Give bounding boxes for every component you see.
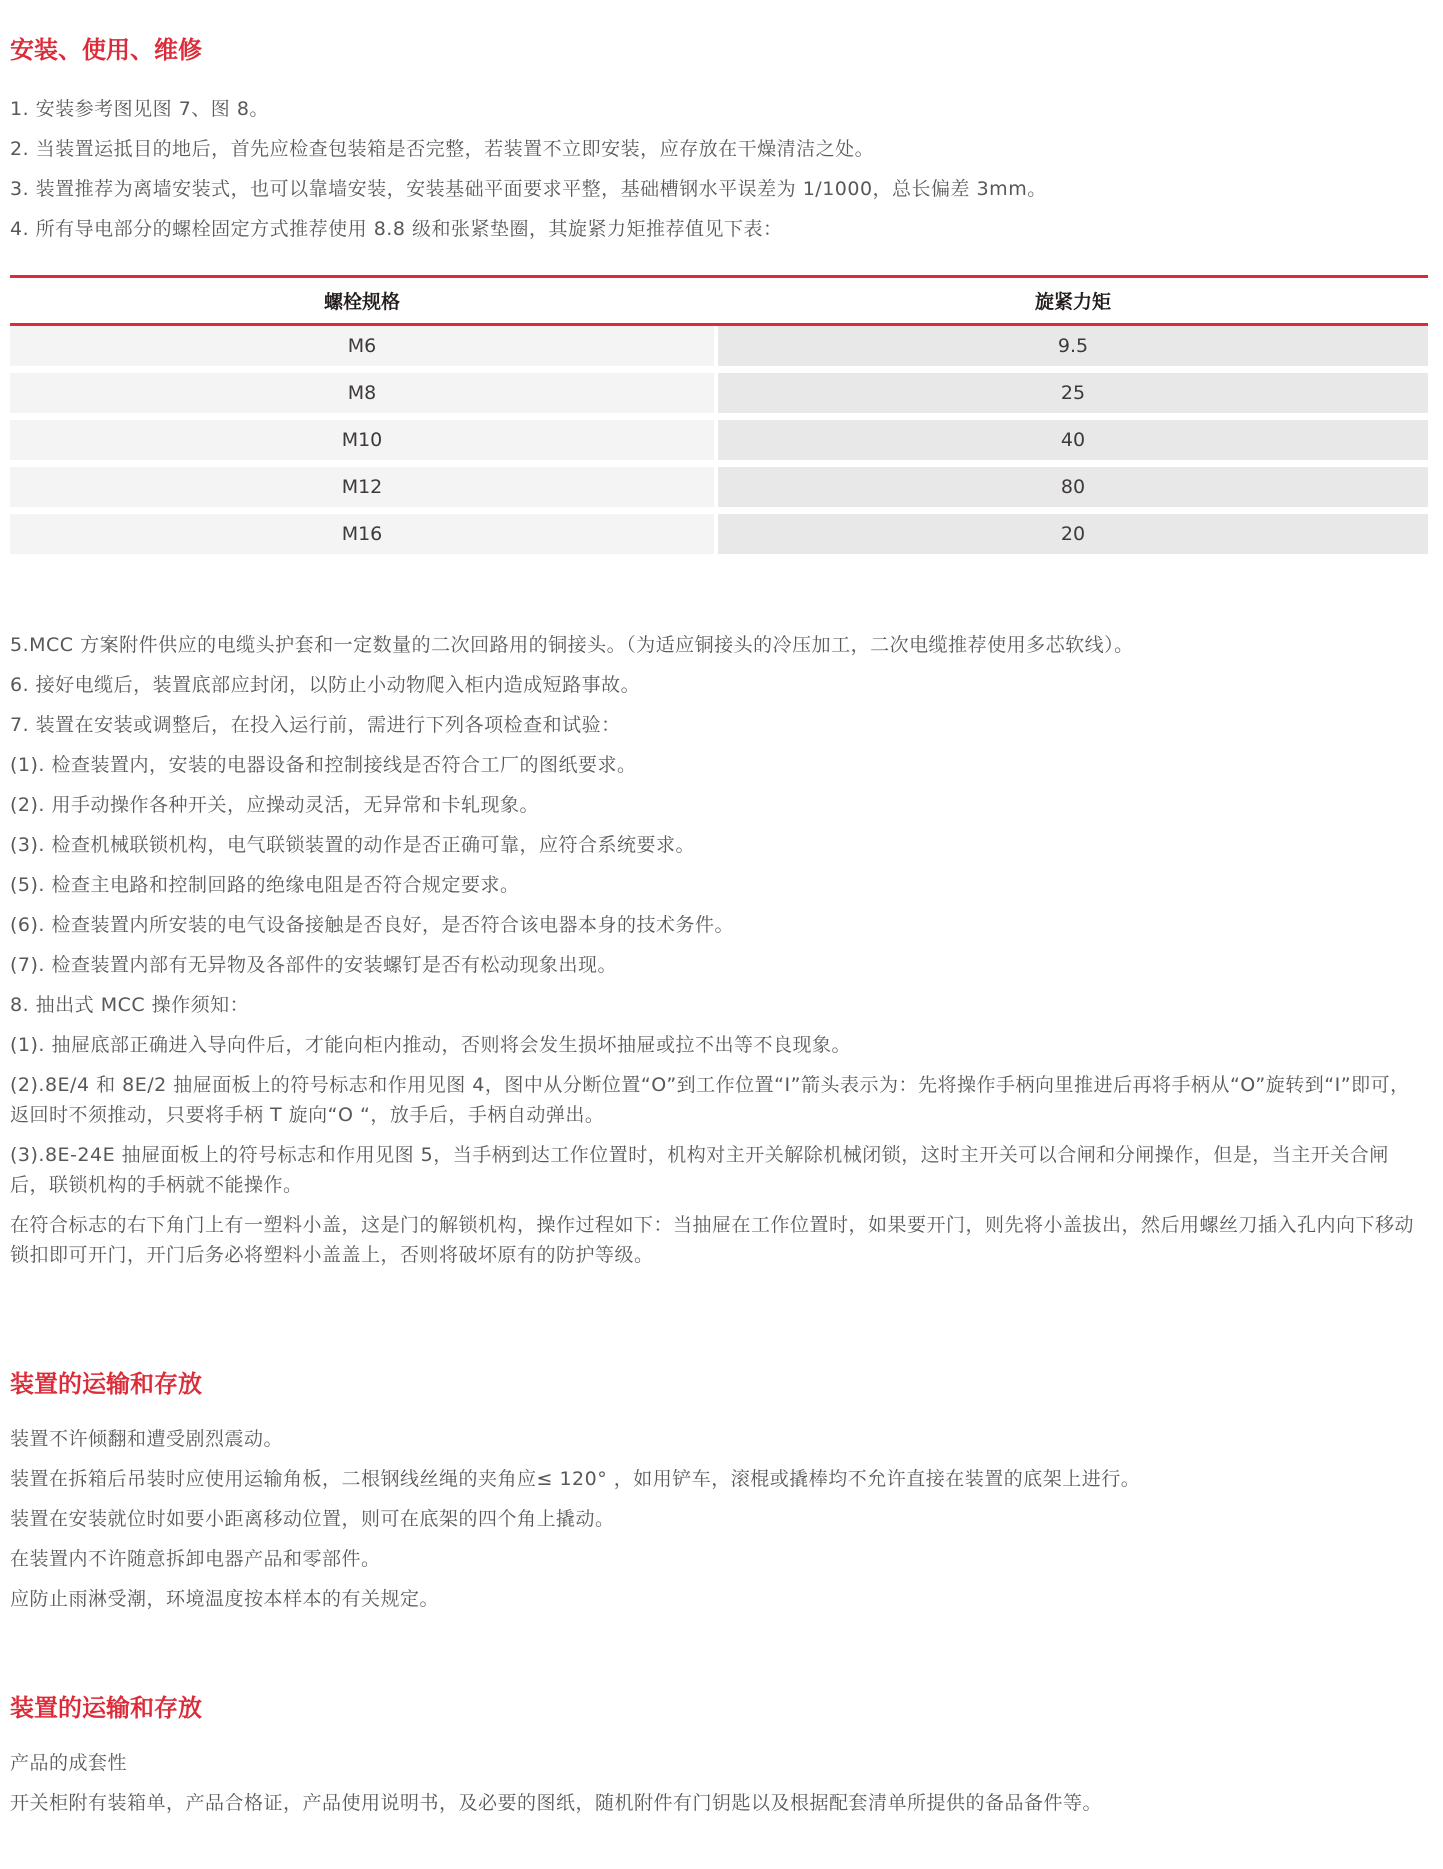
table-cell-torque: 9.5	[718, 326, 1428, 366]
section-completeness	[10, 1694, 1427, 1818]
transport-item-1: 装置不许倾翻和遭受剧烈震动。	[10, 1428, 284, 1450]
table-header-bolt-spec: 螺栓规格	[323, 291, 400, 313]
check-item-2: (2). 用手动操作各种开关，应操动灵活，无异常和卡轧现象。	[10, 794, 539, 816]
section-transport	[10, 1370, 1427, 1614]
mcc-note-3: (3).8E-24E 抽屉面板上的符号标志和作用见图 5，当手柄到达工作位置时，机构对主开关解除机械闭锁，这时主开关可以合闸和分闸操作，但是，当主开关合闸后，联锁机构的手柄就不能操作。	[10, 1144, 1389, 1196]
table-cell-torque: 80	[718, 467, 1428, 507]
mcc-note-1: (1). 抽屉底部正确进入导向件后，才能向柜内推动，否则将会发生损坏抽屉或拉不出等不良现象。	[10, 1034, 851, 1056]
table-header-torque: 旋紧力矩	[1034, 291, 1111, 313]
table-row	[10, 467, 1428, 507]
document-page	[0, 36, 1443, 1869]
mcc-note-2: (2).8E/4 和 8E/2 抽屉面板上的符号标志和作用见图 4，图中从分断位置“O”到工作位置“I”箭头表示为：先将操作手柄向里推进后再将手柄从“O”旋转到“I”即可，返回时不须推动，只要将手柄 T 旋向“O “，放手后，手柄自动弹出。	[10, 1074, 1410, 1126]
table-row	[10, 373, 1428, 413]
table-row	[10, 420, 1428, 460]
check-item-1: (1). 检查装置内，安装的电器设备和控制接线是否符合工厂的图纸要求。	[10, 754, 637, 776]
transport-item-4: 在装置内不许随意拆卸电器产品和零部件。	[10, 1548, 381, 1570]
install-item-2: 2. 当装置运抵目的地后，首先应检查包装箱是否完整，若装置不立即安装，应存放在干燥清洁之处。	[10, 138, 875, 160]
section-title-transport: 装置的运输和存放	[10, 1370, 202, 1398]
transport-item-2: 装置在拆箱后吊装时应使用运输角板，二根钢线丝绳的夹角应≤ 120° ，如用铲车，滚棍或撬棒均不允许直接在装置的底架上进行。	[10, 1468, 1141, 1490]
table-cell-spec: M16	[10, 514, 714, 554]
check-item-7: (7). 检查装置内部有无异物及各部件的安装螺钉是否有松动现象出现。	[10, 954, 617, 976]
install-item-8: 8. 抽出式 MCC 操作须知：	[10, 994, 250, 1016]
install-item-4: 4. 所有导电部分的螺栓固定方式推荐使用 8.8 级和张紧垫圈，其旋紧力矩推荐值见下表：	[10, 218, 783, 240]
table-cell-spec: M6	[10, 326, 714, 366]
check-item-6: (6). 检查装置内所安装的电气设备接触是否良好，是否符合该电器本身的技术务件。	[10, 914, 734, 936]
completeness-item-1: 产品的成套性	[10, 1752, 128, 1774]
section-install	[10, 36, 1427, 1270]
transport-item-3: 装置在安装就位时如要小距离移动位置，则可在底架的四个角上撬动。	[10, 1508, 615, 1530]
install-item-3: 3. 装置推荐为离墙安装式，也可以靠墙安装，安装基础平面要求平整，基础槽钢水平误差为 1/1000，总长偏差 3mm。	[10, 178, 1047, 200]
completeness-item-2: 开关柜附有装箱单，产品合格证，产品使用说明书，及必要的图纸，随机附件有门钥匙以及根据配套清单所提供的备品备件等。	[10, 1792, 1103, 1814]
install-notes	[10, 630, 1427, 1270]
table-cell-spec: M12	[10, 467, 714, 507]
table-header-row	[10, 278, 1428, 323]
check-item-5: (5). 检查主电路和控制回路的绝缘电阻是否符合规定要求。	[10, 874, 520, 896]
table-row	[10, 514, 1428, 554]
table-cell-torque: 25	[718, 373, 1428, 413]
torque-table	[10, 275, 1428, 554]
table-cell-torque: 20	[718, 514, 1428, 554]
table-row	[10, 326, 1428, 366]
install-item-6: 6. 接好电缆后，装置底部应封闭，以防止小动物爬入柜内造成短路事故。	[10, 674, 641, 696]
install-item-5: 5.MCC 方案附件供应的电缆头护套和一定数量的二次回路用的铜接头。（为适应铜接头的冷压加工，二次电缆推荐使用多芯软线）。	[10, 634, 1134, 656]
table-cell-spec: M10	[10, 420, 714, 460]
table-cell-spec: M8	[10, 373, 714, 413]
section-title-install: 安装、使用、维修	[10, 36, 202, 64]
door-lock-note: 在符合标志的右下角门上有一塑料小盖，这是门的解锁机构，操作过程如下：当抽屉在工作位置时，如果要开门，则先将小盖拔出，然后用螺丝刀插入孔内向下移动锁扣即可开门，开门后务必将塑料小盖盖上，否则将破坏原有的防护等级。	[10, 1214, 1415, 1266]
check-item-3: (3). 检查机械联锁机构，电气联锁装置的动作是否正确可靠，应符合系统要求。	[10, 834, 695, 856]
section-title-completeness: 装置的运输和存放	[10, 1694, 202, 1722]
table-cell-torque: 40	[718, 420, 1428, 460]
install-item-7: 7. 装置在安装或调整后，在投入运行前，需进行下列各项检查和试验：	[10, 714, 621, 736]
transport-item-5: 应防止雨淋受潮，环境温度按本样本的有关规定。	[10, 1588, 440, 1610]
install-item-1: 1. 安装参考图见图 7、图 8。	[10, 98, 269, 120]
